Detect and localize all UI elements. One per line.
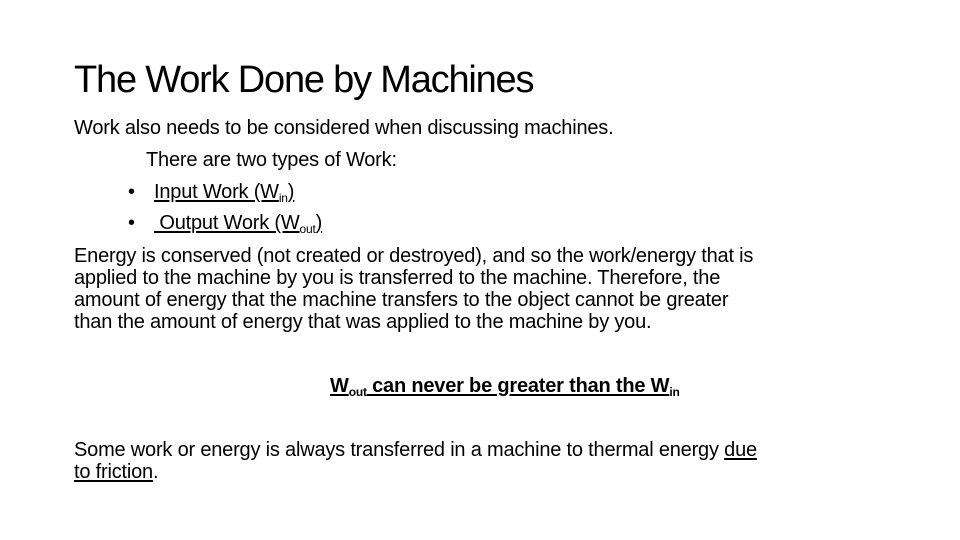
input-work-label: [154, 181, 294, 203]
energy-line-3: amount of energy that the machine transfers to the object cannot be greater: [74, 289, 729, 311]
energy-line-1: Energy is conserved (not created or destroyed), and so the work/energy that is: [74, 245, 754, 267]
slide-title: The Work Done by Machines: [74, 59, 534, 101]
bullet-input-work: [128, 180, 294, 204]
intro-line-1: Work also needs to be considered when discussing machines.: [74, 117, 614, 139]
bullet-output-work: [128, 211, 322, 235]
bullet-dot: •: [128, 212, 135, 234]
friction-line-1: [74, 438, 757, 462]
w-out-symbol: W: [330, 375, 349, 397]
output-work-subscript: out: [299, 222, 316, 236]
energy-line-2: applied to the machine by you is transferred to the machine. Therefore, the: [74, 267, 721, 289]
w-out-subscript: out: [348, 385, 367, 399]
friction-underlined-to-friction: to friction: [74, 461, 153, 483]
input-work-text: Input Work (W: [154, 181, 279, 203]
friction-period: .: [152, 461, 159, 483]
output-work-close: ): [315, 212, 323, 234]
key-statement: [330, 374, 680, 398]
key-statement-middle: can never be greater than the W: [366, 375, 670, 397]
key-statement-text: [330, 375, 680, 397]
bullet-dot: •: [128, 181, 135, 203]
friction-text: Some work or energy is always transferred in a machine to thermal energy: [74, 439, 725, 461]
intro-line-2: There are two types of Work:: [146, 149, 397, 171]
friction-line-2: [74, 460, 158, 484]
input-work-close: ): [287, 181, 295, 203]
energy-line-4: than the amount of energy that was applied to the machine by you.: [74, 311, 652, 333]
input-work-subscript: in: [278, 191, 288, 205]
w-in-subscript: in: [669, 385, 680, 399]
friction-underlined-due: due: [724, 439, 757, 461]
output-work-label: [154, 212, 322, 234]
output-work-text: Output Work (W: [154, 212, 300, 234]
